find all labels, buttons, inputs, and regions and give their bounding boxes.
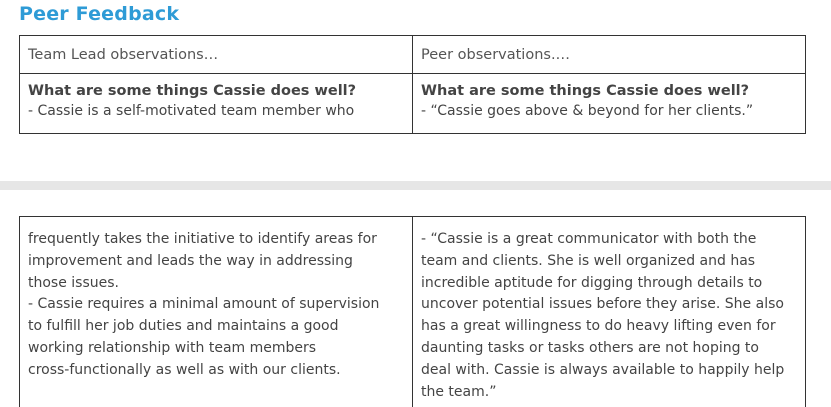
- team-lead-answer-continued: frequently takes the initiative to identify areas for improvement and leads the way in addressing those issues. - Cassie requires a minimal amount of supervision to fulfill her job duties and maintains a good working relationship with team members cross-functionally as well as with our clients.: [28, 231, 380, 378]
- team-lead-answer-start: - Cassie is a self-motivated team member who: [28, 103, 355, 119]
- question-row: [20, 74, 806, 134]
- peer-answer-start: - “Cassie goes above & beyond for her clients.”: [421, 103, 754, 119]
- peer-continued-cell: [413, 217, 806, 407]
- team-lead-question: What are some things Cassie does well?: [28, 83, 357, 99]
- peer-answer-continued: - “Cassie is a great communicator with both the team and clients. She is well organized and has incredible aptitude for digging through details to uncover potential issues before they arise. She also has a great willingness to do heavy lifting even for daunting tasks or tasks others are not hoping to deal with. Cassie is always available to happily help the team.”: [421, 231, 785, 400]
- page-title: Peer Feedback: [19, 3, 180, 25]
- team-lead-header: Team Lead observations…: [20, 36, 413, 74]
- peer-question: What are some things Cassie does well?: [421, 83, 750, 99]
- team-lead-cell: [20, 74, 413, 134]
- table-header-row: [20, 36, 806, 74]
- peer-header: Peer observations.…: [413, 36, 806, 74]
- page-divider: [0, 181, 831, 190]
- feedback-table-top: [19, 35, 806, 134]
- continued-answer-row: [20, 217, 806, 407]
- feedback-table-bottom: [19, 216, 806, 407]
- team-lead-continued-cell: [20, 217, 413, 407]
- peer-cell: [413, 74, 806, 134]
